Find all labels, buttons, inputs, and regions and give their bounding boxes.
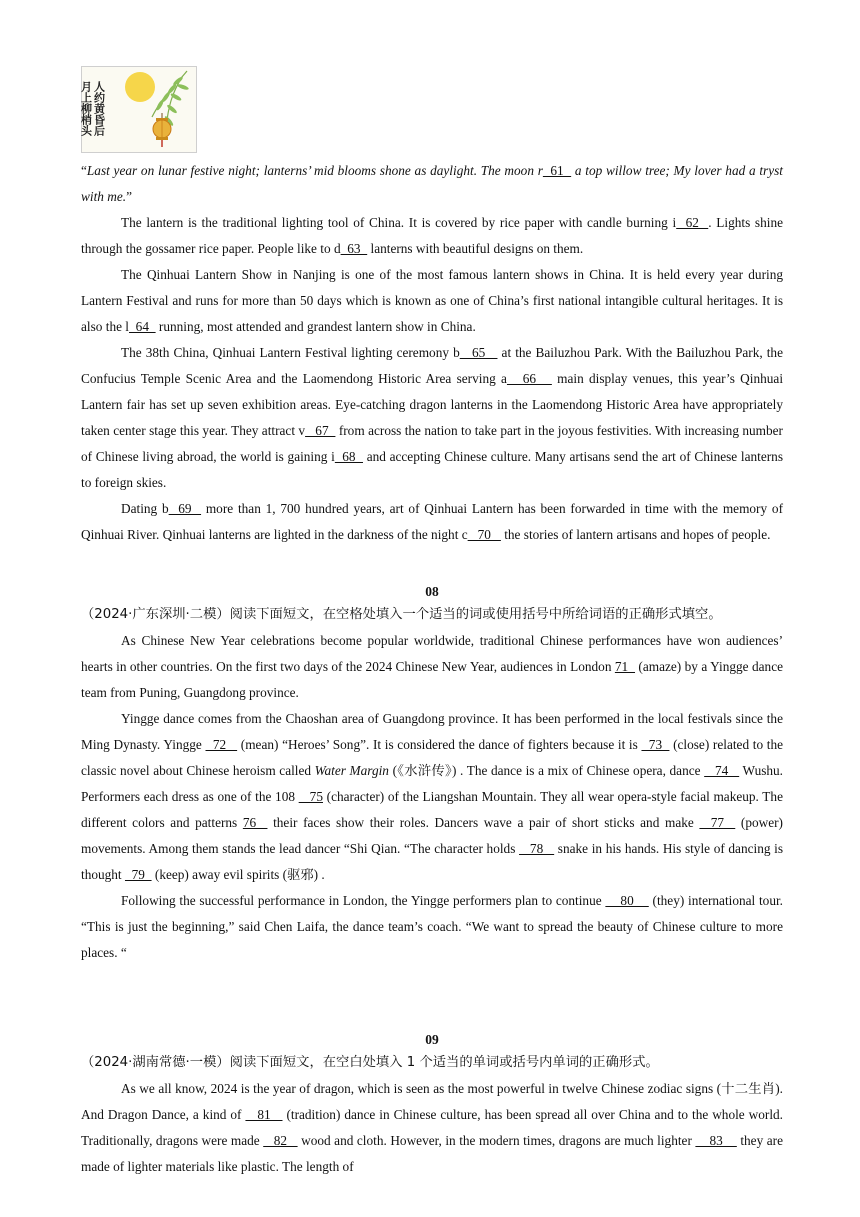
text: they are made of lighter materials like plastic. The length of bbox=[81, 1133, 783, 1174]
calligraphy-column-1: 月上柳梢头 bbox=[79, 81, 93, 136]
text: Yingge dance comes from the Chaoshan area of Guangdong province. It has been performed in the local festivals since the Ming Dynasty. Yingge bbox=[81, 711, 783, 752]
section-instructions: （2024·湖南常德·一模）阅读下面短文，在空白处填入 1 个适当的单词或括号内单词的正确形式。 bbox=[81, 1055, 659, 1070]
text: wood and cloth. However, in the modern times, dragons are much lighter bbox=[297, 1133, 696, 1148]
text: at the Bailuzhou Park. With the Bailuzhou Park, the Confucius Temple Scenic Area and the Laomendong Historic Area serving a bbox=[81, 345, 783, 386]
moon-icon bbox=[125, 72, 155, 102]
blank-66: 66 bbox=[506, 371, 552, 386]
text: Wushu. Performers each dress as one of the 108 bbox=[81, 763, 784, 804]
blank-65: 65 bbox=[459, 345, 498, 360]
text: their faces show their roles. Dancers wave a pair of short sticks and make bbox=[267, 815, 700, 830]
passage-lantern bbox=[81, 158, 783, 548]
text: (close) related to the classic novel about Chinese heroism called bbox=[81, 737, 784, 778]
text: The lantern is the traditional lighting tool of China. It is covered by rice paper with candle burning i bbox=[121, 215, 677, 230]
blank-77: 77 bbox=[699, 815, 736, 830]
text: more than 1, 700 hundred years, art of Qinhuai Lantern has been forwarded in time with the memory of Qinhuai River. Qinhuai lanterns are lighted in the darkness of the night c bbox=[81, 501, 783, 542]
section-08 bbox=[81, 580, 783, 966]
text: Dating b bbox=[121, 501, 169, 516]
blank-81: 81 bbox=[245, 1107, 283, 1122]
text: (《水浒传》) . The dance is a mix of Chinese opera, dance bbox=[388, 763, 705, 778]
poem-illustration bbox=[81, 66, 197, 153]
section-number: 08 bbox=[425, 584, 439, 599]
blank-61: 61 bbox=[542, 163, 572, 178]
text: The 38th China, Qinhuai Lantern Festival lighting ceremony b bbox=[121, 345, 460, 360]
moon-willow-lantern-illustration bbox=[79, 67, 196, 152]
blank-73: 73 bbox=[641, 737, 670, 752]
paragraph bbox=[81, 628, 783, 706]
blank-63: 63 bbox=[340, 241, 368, 256]
quote-open: “ bbox=[81, 163, 87, 178]
paragraph bbox=[81, 706, 783, 888]
blank-67: 67 bbox=[305, 423, 336, 438]
text: (keep) away evil spirits (驱邪) . bbox=[151, 867, 325, 882]
text: lanterns with beautiful designs on them. bbox=[367, 241, 584, 256]
poem-text: Last year on lunar festive night; lanterns’ mid blooms shone as daylight. The moon r bbox=[86, 163, 543, 178]
blank-76: 76 bbox=[242, 815, 268, 830]
blank-64: 64 bbox=[129, 319, 156, 334]
blank-72: 72 bbox=[205, 737, 238, 752]
section-09 bbox=[81, 1028, 783, 1180]
quote-close: ” bbox=[126, 189, 132, 204]
paragraph bbox=[81, 210, 783, 262]
text: snake in his hands. His style of dancing is thought bbox=[81, 841, 784, 882]
blank-70: 70 bbox=[467, 527, 501, 542]
text: and accepting Chinese culture. Many artisans send the art of Chinese lanterns to foreign skies. bbox=[81, 449, 783, 490]
text: Following the successful performance in London, the Yingge performers plan to continue bbox=[121, 893, 606, 908]
blank-69: 69 bbox=[168, 501, 202, 516]
paragraph bbox=[81, 1076, 783, 1180]
text: (tradition) dance in Chinese culture, has been spread all over China and to the whole world. Traditionally, dragons were made bbox=[81, 1107, 784, 1148]
text: The Qinhuai Lantern Show in Nanjing is one of the most famous lantern shows in China. It is held every year during Lantern Festival and runs for more than 50 days which is known as one of China’s first national intangible cultural heritages. It is also the l bbox=[81, 267, 783, 334]
blank-75: 75 bbox=[298, 789, 323, 804]
text: (they) international tour. “This is just the beginning,” said Chen Laifa, the dance team’s coach. “We want to spread the beauty of Chinese culture to more places. “ bbox=[81, 893, 783, 960]
section-instructions: （2024·广东深圳·二模）阅读下面短文，在空格处填入一个适当的词或使用括号中所给词语的正确形式填空。 bbox=[81, 607, 722, 622]
blank-68: 68 bbox=[334, 449, 363, 464]
blank-82: 82 bbox=[263, 1133, 298, 1148]
calligraphy-column-2: 人约黄昏后 bbox=[92, 81, 106, 136]
blank-71: 71 bbox=[614, 659, 636, 674]
blank-74: 74 bbox=[704, 763, 740, 778]
text: As we all know, 2024 is the year of dragon, which is seen as the most powerful in twelve Chinese zodiac signs (十二生肖). And Dragon Dance, a kind of bbox=[81, 1081, 783, 1122]
text: As Chinese New Year celebrations become popular worldwide, traditional Chinese performances have won audiences’ hearts in other countries. On the first two days of the 2024 Chinese New Year, audiences in London bbox=[81, 633, 783, 674]
poem-text-end: a top willow tree; My lover had a tryst with me. bbox=[81, 163, 784, 204]
text: main display venues, this year’s Qinhuai Lantern fair has set up seven exhibition areas. Eye-catching dragon lanterns in the Laomendong Historic Area have appropriately taken center stage this year. They attract v bbox=[81, 371, 784, 438]
blank-80: 80 bbox=[605, 893, 649, 908]
paragraph bbox=[81, 262, 783, 340]
book-title: Water Margin bbox=[314, 763, 389, 778]
blank-79: 79 bbox=[124, 867, 152, 882]
text: from across the nation to take part in the joyous festivities. With increasing number of Chinese living abroad, the world is gaining i bbox=[81, 423, 783, 464]
blank-62: 62 bbox=[676, 215, 709, 230]
text: . Lights shine through the gossamer rice paper. People like to d bbox=[81, 215, 784, 256]
paragraph bbox=[81, 496, 783, 548]
blank-83: 83 bbox=[695, 1133, 737, 1148]
text: (power) movements. Among them stands the lead dancer “Shi Qian. “The character holds bbox=[81, 815, 783, 856]
paragraph bbox=[81, 340, 783, 496]
blank-78: 78 bbox=[519, 841, 555, 856]
section-number: 09 bbox=[425, 1032, 439, 1047]
text: running, most attended and grandest lantern show in China. bbox=[155, 319, 476, 334]
poem-quote bbox=[81, 158, 783, 210]
text: (character) of the Liangshan Mountain. They all wear opera-style facial makeup. The different colors and patterns bbox=[81, 789, 783, 830]
text: (amaze) by a Yingge dance team from Puning, Guangdong province. bbox=[81, 659, 783, 700]
text: (mean) “Heroes’ Song”. It is considered the dance of fighters because it is bbox=[237, 737, 642, 752]
text: the stories of lantern artisans and hopes of people. bbox=[500, 527, 771, 542]
paragraph bbox=[81, 888, 783, 966]
